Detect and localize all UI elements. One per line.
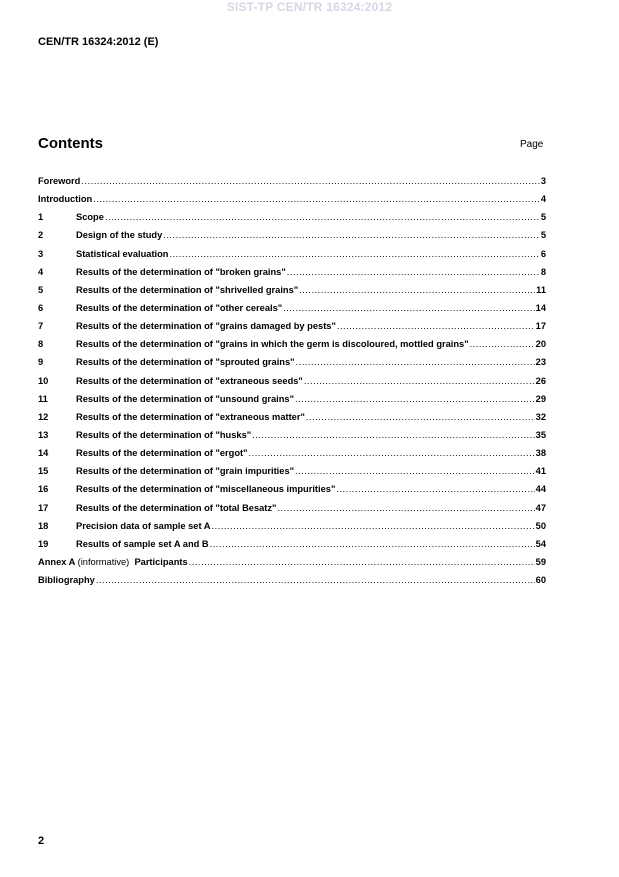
toc-entry-page: 4 xyxy=(540,194,546,205)
toc-entry-page: 5 xyxy=(540,212,546,223)
toc-entry-page: 6 xyxy=(540,248,546,259)
toc-entry-page: 44 xyxy=(535,484,546,495)
toc-entry-page: 35 xyxy=(535,429,546,440)
toc-entry-number: 9 xyxy=(38,357,44,368)
toc-entry[interactable] xyxy=(38,356,546,374)
toc-entry-title-text: Results of the determination of "broken grains" xyxy=(76,266,286,277)
document-reference: CEN/TR 16324:2012 (E) xyxy=(38,36,159,48)
toc-entry[interactable] xyxy=(38,248,546,266)
table-of-contents xyxy=(38,175,546,592)
watermark: SIST-TP CEN/TR 16324:2012 xyxy=(226,0,393,14)
toc-entry-number: 6 xyxy=(38,302,44,313)
toc-leader-dots xyxy=(304,375,535,387)
page-column-label: Page xyxy=(520,139,544,150)
toc-entry[interactable] xyxy=(38,211,546,229)
toc-entry-title-text: Design of the study xyxy=(76,230,163,241)
toc-entry-number: 18 xyxy=(38,520,49,531)
toc-entry-title xyxy=(76,356,295,368)
toc-leader-dots xyxy=(163,229,540,241)
toc-entry-title-text: Results of the determination of "ergot" xyxy=(76,448,248,459)
toc-entry-title-text: Results of the determination of "grain impurities" xyxy=(76,466,295,477)
toc-entry-title-text: Results of the determination of "unsound grains" xyxy=(76,393,295,404)
toc-entry-title xyxy=(76,393,294,405)
toc-leader-dots xyxy=(96,574,535,586)
toc-entry-page: 47 xyxy=(535,502,546,513)
toc-entry-number: 2 xyxy=(38,230,44,241)
toc-entry-number: 4 xyxy=(38,266,44,277)
toc-entry-title-text: Results of sample set A and B xyxy=(76,538,209,549)
toc-entry-page: 23 xyxy=(535,357,546,368)
toc-entry-number: 14 xyxy=(38,448,49,459)
toc-entry[interactable] xyxy=(38,393,546,411)
toc-entry[interactable] xyxy=(38,574,546,592)
toc-entry-title xyxy=(38,574,95,586)
toc-entry-page: 29 xyxy=(535,393,546,404)
toc-leader-dots xyxy=(277,502,534,514)
toc-entry-title xyxy=(76,520,211,532)
toc-entry-number: 12 xyxy=(38,411,49,422)
toc-entry-number: 13 xyxy=(38,429,49,440)
toc-entry-title-text: Results of the determination of "other cereals" xyxy=(76,302,283,313)
toc-entry[interactable] xyxy=(38,556,546,574)
toc-entry[interactable] xyxy=(38,193,546,211)
toc-entry-page: 60 xyxy=(535,575,546,586)
toc-entry-title-text: Introduction xyxy=(38,194,93,205)
toc-entry-page: 26 xyxy=(535,375,546,386)
toc-entry[interactable] xyxy=(38,465,546,483)
toc-entry-number: 15 xyxy=(38,466,49,477)
toc-entry[interactable] xyxy=(38,538,546,556)
toc-entry-title-text: Results of the determination of "grains damaged by pests" xyxy=(76,321,336,332)
toc-leader-dots xyxy=(306,411,535,423)
toc-entry-title xyxy=(76,338,469,350)
toc-entry-title xyxy=(38,556,188,568)
toc-entry[interactable] xyxy=(38,175,546,193)
contents-heading: Contents xyxy=(38,135,103,152)
toc-entry-title-text: Annex A xyxy=(38,556,78,567)
toc-entry-page: 38 xyxy=(535,448,546,459)
toc-leader-dots xyxy=(105,211,540,223)
toc-leader-dots xyxy=(169,248,539,260)
toc-leader-dots xyxy=(296,356,535,368)
toc-leader-dots xyxy=(295,393,535,405)
toc-entry[interactable] xyxy=(38,302,546,320)
toc-leader-dots xyxy=(299,284,535,296)
toc-leader-dots xyxy=(287,266,540,278)
toc-entry-title xyxy=(76,538,209,550)
toc-entry-title xyxy=(76,447,248,459)
toc-entry-page: 14 xyxy=(535,302,546,313)
toc-leader-dots xyxy=(337,320,535,332)
toc-entry-title xyxy=(76,302,282,314)
toc-entry[interactable] xyxy=(38,502,546,520)
toc-entry-title xyxy=(38,175,80,187)
toc-entry-title xyxy=(76,429,251,441)
toc-entry[interactable] xyxy=(38,411,546,429)
toc-entry[interactable] xyxy=(38,284,546,302)
toc-entry-title xyxy=(76,465,294,477)
toc-entry-title xyxy=(76,375,303,387)
toc-entry-title-text: Results of the determination of "miscellaneous impurities" xyxy=(76,484,336,495)
toc-entry-title-text: Results of the determination of "husks" xyxy=(76,429,252,440)
toc-entry-title-text: Results of the determination of "extraneous seeds" xyxy=(76,375,303,386)
toc-entry[interactable] xyxy=(38,338,546,356)
toc-entry-title xyxy=(76,502,276,514)
toc-leader-dots xyxy=(212,520,535,532)
toc-entry[interactable] xyxy=(38,483,546,501)
toc-entry-title-text: Results of the determination of "shrivelled grains" xyxy=(76,284,299,295)
toc-entry-title xyxy=(76,483,335,495)
toc-entry-page: 54 xyxy=(535,538,546,549)
toc-entry[interactable] xyxy=(38,447,546,465)
toc-entry-title xyxy=(76,248,168,260)
toc-entry-page: 20 xyxy=(535,339,546,350)
toc-leader-dots xyxy=(249,447,535,459)
toc-entry-number: 8 xyxy=(38,339,44,350)
toc-entry-page: 8 xyxy=(540,266,546,277)
toc-entry-title-rest: Participants xyxy=(129,556,188,567)
toc-entry-page: 5 xyxy=(540,230,546,241)
toc-leader-dots xyxy=(189,556,535,568)
toc-entry-title-text: Results of the determination of "extraneous matter" xyxy=(76,411,305,422)
toc-entry-title-text: Results of the determination of "grains in which the germ is discoloured, mottled grains" xyxy=(76,339,469,350)
toc-entry[interactable] xyxy=(38,320,546,338)
toc-entry-title-text: Results of the determination of "total Besatz" xyxy=(76,502,277,513)
toc-entry-number: 3 xyxy=(38,248,44,259)
toc-entry-page: 17 xyxy=(535,321,546,332)
toc-entry[interactable] xyxy=(38,266,546,284)
toc-entry-title xyxy=(38,193,92,205)
toc-entry-title xyxy=(76,284,298,296)
toc-entry-page: 32 xyxy=(535,411,546,422)
toc-entry-title xyxy=(76,211,104,223)
toc-entry[interactable] xyxy=(38,375,546,393)
toc-entry-number: 19 xyxy=(38,538,49,549)
toc-entry-title-text: Scope xyxy=(76,212,104,223)
toc-leader-dots xyxy=(283,302,534,314)
toc-entry-number: 11 xyxy=(38,393,48,404)
toc-entry[interactable] xyxy=(38,520,546,538)
toc-entry-title xyxy=(76,320,336,332)
toc-entry-title-text: Foreword xyxy=(38,176,81,186)
toc-entry[interactable] xyxy=(38,429,546,447)
page-number: 2 xyxy=(38,835,45,847)
toc-entry[interactable] xyxy=(38,229,546,247)
toc-entry-page: 3 xyxy=(540,176,546,186)
toc-entry-title-text: Results of the determination of "sprouted grains" xyxy=(76,357,295,368)
toc-entry-page: 50 xyxy=(535,520,546,531)
toc-leader-dots xyxy=(470,338,535,350)
toc-leader-dots xyxy=(93,193,540,205)
toc-entry-number: 7 xyxy=(38,321,44,332)
toc-entry-title xyxy=(76,229,162,241)
toc-entry-page: 41 xyxy=(535,466,546,477)
toc-entry-page: 59 xyxy=(535,556,546,567)
toc-leader-dots xyxy=(295,465,535,477)
toc-leader-dots xyxy=(336,483,534,495)
toc-entry-page: 11 xyxy=(536,284,546,295)
toc-leader-dots xyxy=(210,538,535,550)
toc-entry-title xyxy=(76,266,286,278)
toc-entry-title xyxy=(76,411,305,423)
toc-entry-number: 17 xyxy=(38,502,49,513)
toc-entry-number: 10 xyxy=(38,375,49,386)
toc-entry-annex-note: (informative) xyxy=(77,556,130,567)
toc-entry-number: 16 xyxy=(38,484,49,495)
toc-leader-dots xyxy=(252,429,535,441)
toc-entry-title-text: Bibliography xyxy=(38,575,95,586)
toc-entry-number: 1 xyxy=(38,212,44,223)
toc-entry-title-text: Statistical evaluation xyxy=(76,248,169,259)
toc-leader-dots xyxy=(81,175,539,187)
toc-entry-number: 5 xyxy=(38,284,44,295)
toc-entry-title-text: Precision data of sample set A xyxy=(76,520,211,531)
